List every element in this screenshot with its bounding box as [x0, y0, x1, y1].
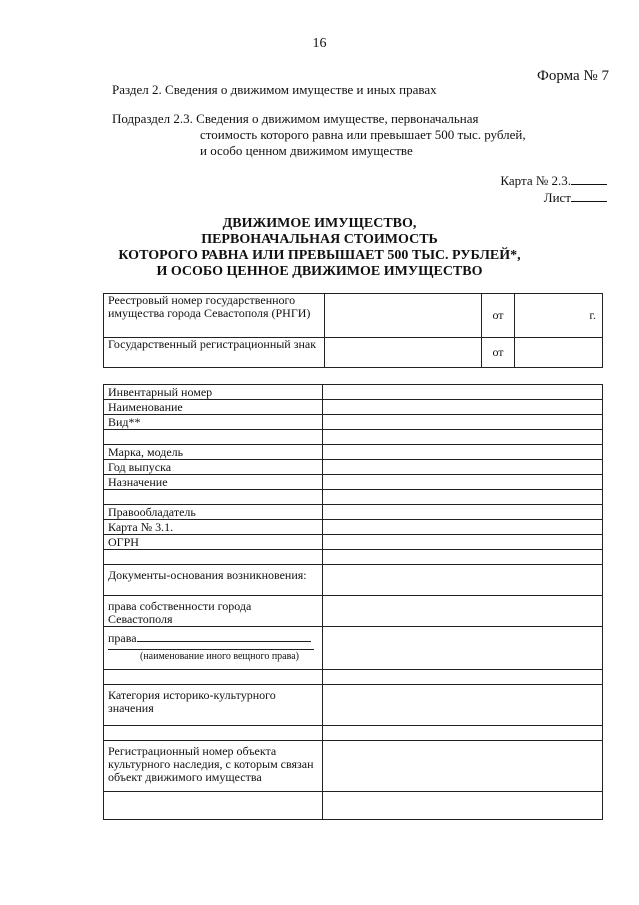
name-label: Наименование	[104, 400, 323, 415]
year-value	[323, 460, 603, 475]
title-line-4: И ОСОБО ЦЕННОЕ ДВИЖИМОЕ ИМУЩЕСТВО	[156, 264, 483, 279]
property-table	[103, 384, 603, 820]
title-line-1: ДВИЖИМОЕ ИМУЩЕСТВО,	[222, 216, 417, 231]
section-heading: Раздел 2. Сведения о движимом имуществе и иных правах	[112, 82, 437, 97]
title-line-2: ПЕРВОНАЧАЛЬНАЯ СТОИМОСТЬ	[201, 232, 438, 247]
table-row	[104, 400, 603, 415]
spacer-cell	[323, 550, 603, 565]
name-value	[323, 400, 603, 415]
title-line-3: КОТОРОГО РАВНА ИЛИ ПРЕВЫШАЕТ 500 ТЫС. РУБЛЕЙ*,	[118, 248, 521, 263]
category-label: Категория историко-культурного значения	[104, 685, 323, 726]
table-row	[104, 385, 603, 400]
reg-sign-date	[515, 338, 603, 368]
subsection-line-1: Подраздел 2.3. Сведения о движимом имуществе, первоначальная	[112, 111, 479, 126]
table-row	[104, 596, 603, 627]
spacer-cell	[323, 792, 603, 820]
spacer-cell	[323, 670, 603, 685]
spacer-cell	[323, 430, 603, 445]
table-row	[104, 490, 603, 505]
table-row	[104, 338, 603, 368]
reg-sign-label: Государственный регистрационный знак	[104, 338, 325, 368]
page-number: 16	[312, 36, 327, 51]
spacer-cell	[104, 670, 323, 685]
other-right-value	[323, 627, 603, 670]
subsection-line-3: и особо ценном движимом имуществе	[200, 143, 413, 158]
table-row	[104, 627, 603, 670]
rngi-date: г.	[515, 294, 603, 338]
table-row	[104, 445, 603, 460]
documents-value	[323, 565, 603, 596]
inventory-number-label: Инвентарный номер	[104, 385, 323, 400]
table-row	[104, 792, 603, 820]
spacer-cell	[104, 792, 323, 820]
subsection-heading	[112, 111, 526, 159]
category-value	[323, 685, 603, 726]
form-number: Форма № 7	[537, 68, 609, 84]
heritage-reg-label: Регистрационный номер объекта культурного наследия, с которым связан объект движимого имущества	[104, 741, 323, 792]
table-row	[104, 505, 603, 520]
other-right-label: права	[108, 631, 137, 645]
purpose-value	[323, 475, 603, 490]
spacer-cell	[104, 490, 323, 505]
other-right-caption: (наименование иного вещного права)	[108, 649, 314, 663]
table-row	[104, 294, 603, 338]
rngi-value	[325, 294, 482, 338]
table-row	[104, 565, 603, 596]
table-row	[104, 550, 603, 565]
card-number-label: Карта № 2.3.	[500, 173, 571, 188]
owner-label: Правообладатель	[104, 505, 323, 520]
model-label: Марка, модель	[104, 445, 323, 460]
card-number-blank	[571, 173, 607, 185]
table-row	[104, 741, 603, 792]
other-right-cell	[104, 627, 323, 670]
spacer-cell	[104, 726, 323, 741]
purpose-label: Назначение	[104, 475, 323, 490]
inventory-number-value	[323, 385, 603, 400]
registry-table	[103, 293, 603, 368]
reg-sign-value	[325, 338, 482, 368]
subsection-line-2: стоимость которого равна или превышает 500 тыс. рублей,	[200, 127, 526, 142]
type-value	[323, 415, 603, 430]
table-row	[104, 415, 603, 430]
sheet-number-blank	[571, 190, 607, 202]
card-number	[500, 173, 607, 189]
ownership-right-label: права собственности города Севастополя	[104, 596, 323, 627]
owner-value	[323, 505, 603, 520]
other-right-blank	[137, 631, 311, 642]
spacer-cell	[323, 726, 603, 741]
table-row	[104, 685, 603, 726]
table-row	[104, 430, 603, 445]
ownership-right-value	[323, 596, 603, 627]
table-row	[104, 670, 603, 685]
year-label: Год выпуска	[104, 460, 323, 475]
card31-label: Карта № 3.1.	[104, 520, 323, 535]
ogrn-value	[323, 535, 603, 550]
table-row	[104, 475, 603, 490]
table-row	[104, 520, 603, 535]
table-row	[104, 726, 603, 741]
document-title	[0, 216, 639, 280]
ogrn-label: ОГРН	[104, 535, 323, 550]
spacer-cell	[104, 550, 323, 565]
spacer-cell	[104, 430, 323, 445]
rngi-label: Реестровый номер государственного имущества города Севастополя (РНГИ)	[104, 294, 325, 338]
heritage-reg-value	[323, 741, 603, 792]
reg-sign-ot: от	[482, 338, 515, 368]
table-row	[104, 460, 603, 475]
type-label: Вид**	[104, 415, 323, 430]
sheet-number	[544, 190, 607, 206]
spacer-cell	[323, 490, 603, 505]
sheet-label: Лист	[543, 190, 571, 205]
table-row	[104, 535, 603, 550]
card31-value	[323, 520, 603, 535]
rngi-ot: от	[482, 294, 515, 338]
model-value	[323, 445, 603, 460]
documents-label: Документы-основания возникновения:	[104, 565, 323, 596]
